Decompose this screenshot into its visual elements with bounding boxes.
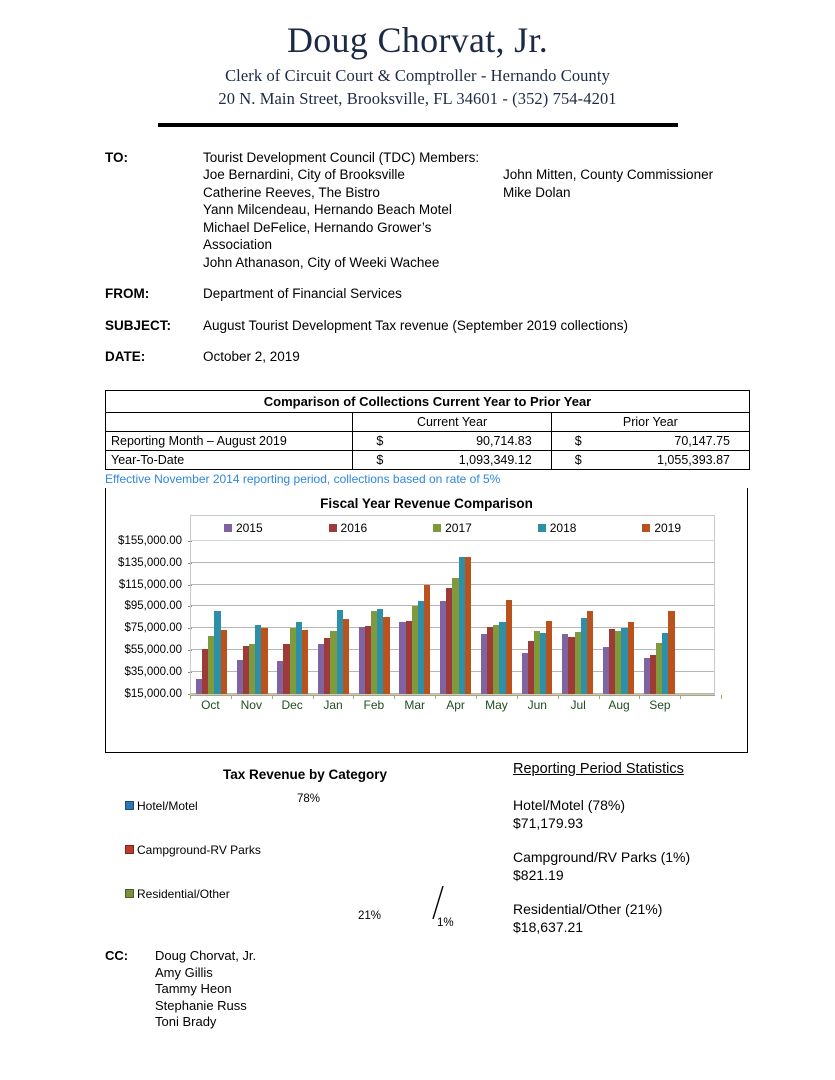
bar-2019-Feb xyxy=(383,617,389,694)
legend-label: 2017 xyxy=(445,520,472,535)
bar-2019-Aug xyxy=(628,622,634,694)
statistics-heading: Reporting Period Statistics xyxy=(513,761,684,777)
x-axis-tick-label: Mar xyxy=(404,697,426,712)
legend-swatch-icon xyxy=(538,524,546,532)
legend-label: 2016 xyxy=(340,520,368,535)
cc-name: Doug Chorvat, Jr. xyxy=(155,948,257,963)
legend-label: Residential/Other xyxy=(137,887,230,901)
x-axis-tick xyxy=(476,695,477,699)
x-axis-tick-label: Dec xyxy=(281,697,303,712)
comparison-table-wrapper xyxy=(105,390,750,470)
legend-item-residential-other xyxy=(125,887,285,902)
x-axis-spacer xyxy=(680,698,715,712)
bar-2019-Dec xyxy=(302,630,308,694)
x-axis-tick xyxy=(680,695,681,699)
bar-group-May xyxy=(476,541,517,694)
y-axis-tick-label: $15,000.00 xyxy=(124,687,182,700)
bar-group-Oct xyxy=(191,541,232,694)
bar-group-Jun xyxy=(517,541,558,694)
bar-2019-Nov xyxy=(261,628,267,694)
comparison-table xyxy=(105,390,750,470)
pie-leader-line-icon xyxy=(432,886,446,920)
pie-chart-legend xyxy=(125,799,285,931)
amount: 90,714.83 xyxy=(476,433,532,448)
legend-swatch-icon xyxy=(642,524,650,532)
x-axis-tick xyxy=(272,695,273,699)
legend-item-2016 xyxy=(329,521,368,535)
bar-2019-Jun xyxy=(546,621,552,694)
chart-plot-area xyxy=(190,515,715,695)
legend-item-campground-rv-parks xyxy=(125,843,285,858)
stat-residential-other xyxy=(513,900,813,936)
stat-label: Residential/Other (21%) xyxy=(513,901,663,917)
clerk-title: Clerk of Circuit Court & Comptroller - Hernando County xyxy=(225,65,610,85)
amount: 1,093,349.12 xyxy=(458,452,532,467)
to-recipients-left xyxy=(203,166,503,271)
currency-symbol: $ xyxy=(376,452,384,467)
x-axis-tick-label: Jun xyxy=(527,697,547,712)
comparison-table-title: Comparison of Collections Current Year to Prior Year xyxy=(106,390,750,412)
stat-amount: $71,179.93 xyxy=(513,815,584,831)
to-recipient: Mike Dolan xyxy=(503,184,571,200)
y-axis-tick-label: $55,000.00 xyxy=(124,644,182,657)
clerk-name: Doug Chorvat, Jr. xyxy=(286,20,549,60)
pie-slice-label-campground: 1% xyxy=(437,917,454,929)
table-row xyxy=(106,450,750,469)
legend-item-hotel-motel xyxy=(125,799,285,814)
date-label: DATE: xyxy=(105,349,146,365)
legend-label: Hotel/Motel xyxy=(137,799,198,813)
bar-group-Apr xyxy=(435,541,476,694)
x-axis-tick xyxy=(394,695,395,699)
memo-row-to xyxy=(105,149,835,272)
cc-names xyxy=(155,948,256,1031)
x-axis-tick-label: Jan xyxy=(323,697,343,712)
legend-item-2017 xyxy=(433,521,472,535)
x-axis-tick xyxy=(599,695,600,699)
bar-group-Aug xyxy=(598,541,639,694)
x-axis-tick-label: Aug xyxy=(608,697,630,712)
to-label: TO: xyxy=(105,149,128,165)
legend-swatch-icon xyxy=(125,845,134,854)
cell-prior-ytd xyxy=(551,450,749,469)
x-axis-tick-label: Sep xyxy=(649,697,671,712)
bar-2019-Mar xyxy=(424,585,430,694)
pie-slice-label-residential-other: 21% xyxy=(358,910,382,922)
legend-swatch-icon xyxy=(433,524,441,532)
cell-current-reporting-month xyxy=(353,431,551,450)
cell-current-ytd xyxy=(353,450,551,469)
bar-group-Jul xyxy=(557,541,598,694)
date-value: October 2, 2019 xyxy=(203,349,300,365)
cc-block xyxy=(105,948,256,1031)
bar-group-Dec xyxy=(272,541,313,694)
x-axis-tick xyxy=(639,695,640,699)
chart-x-axis-labels xyxy=(190,698,715,712)
column-header-blank xyxy=(106,412,353,431)
cell-prior-reporting-month xyxy=(551,431,749,450)
chart-title: Fiscal Year Revenue Comparison xyxy=(320,495,533,511)
legend-label: Campground-RV Parks xyxy=(137,843,261,857)
amount: 70,147.75 xyxy=(674,433,730,448)
legend-item-2018 xyxy=(538,521,577,535)
to-recipient: Catherine Reeves, The Bistro xyxy=(203,184,380,200)
y-axis-tick-label: $115,000.00 xyxy=(118,578,182,591)
bar-2019-Jan xyxy=(343,619,349,693)
currency-symbol: $ xyxy=(376,433,384,448)
bar-2019-Jul xyxy=(587,611,593,694)
table-title-row xyxy=(106,390,750,412)
cc-name: Tammy Heon xyxy=(155,981,232,996)
bar-group-Mar xyxy=(395,541,436,694)
column-header-prior-year: Prior Year xyxy=(551,412,749,431)
legend-swatch-icon xyxy=(224,524,232,532)
stat-hotel-motel xyxy=(513,796,813,832)
y-axis-tick-label: $35,000.00 xyxy=(124,665,182,678)
x-axis-tick-label: Apr xyxy=(446,697,465,712)
to-recipient: John Mitten, County Commissioner xyxy=(503,167,714,183)
x-axis-tick-label: Nov xyxy=(240,697,262,712)
stat-amount: $821.19 xyxy=(513,867,564,883)
to-recipients xyxy=(203,166,835,271)
y-axis-tick-label: $75,000.00 xyxy=(124,622,182,635)
fiscal-year-chart-panel xyxy=(105,488,748,753)
y-axis-tick-label: $95,000.00 xyxy=(124,600,182,613)
legend-label: 2018 xyxy=(549,520,577,535)
to-heading: Tourist Development Council (TDC) Members: xyxy=(203,149,480,165)
bar-2019-May xyxy=(506,600,512,693)
to-recipient: Michael DeFelice, Hernando Grower’s Association xyxy=(203,219,432,253)
x-axis-tick xyxy=(231,695,232,699)
to-recipients-right xyxy=(503,166,835,271)
bar-2019-Apr xyxy=(465,557,471,694)
chart-y-axis xyxy=(106,515,188,700)
reporting-period-statistics xyxy=(513,760,813,952)
cc-label: CC: xyxy=(105,948,129,963)
y-axis-tick-label: $135,000.00 xyxy=(118,556,182,569)
row-label-year-to-date: Year-To-Date xyxy=(106,450,353,469)
to-recipient: John Athanason, City of Weeki Wachee xyxy=(203,254,440,270)
bar-2019-Sep xyxy=(668,611,674,694)
legend-swatch-icon xyxy=(125,801,134,810)
to-recipient: Joe Bernardini, City of Brooksville xyxy=(203,167,405,183)
chart-legend xyxy=(191,516,714,541)
legend-item-2019 xyxy=(642,521,681,535)
legend-label: 2015 xyxy=(235,520,263,535)
legend-item-2015 xyxy=(224,521,263,535)
subject-label: SUBJECT: xyxy=(105,317,172,333)
chart-x-axis-line xyxy=(190,695,715,696)
stat-campground-rv-parks xyxy=(513,848,813,884)
x-axis-tick xyxy=(313,695,314,699)
table-footnote: Effective November 2014 reporting period, collections based on rate of 5% xyxy=(105,471,501,486)
subject-value: August Tourist Development Tax revenue (September 2019 collections) xyxy=(203,317,628,333)
bar-group-Jan xyxy=(313,541,354,694)
x-axis-tick-label: May xyxy=(485,697,508,712)
x-axis-tick xyxy=(558,695,559,699)
y-axis-tick-label: $155,000.00 xyxy=(118,534,182,547)
bar-group-empty xyxy=(679,541,714,694)
cc-name: Toni Brady xyxy=(155,1014,217,1029)
currency-symbol: $ xyxy=(574,452,582,467)
amount: 1,055,393.87 xyxy=(657,452,730,467)
memo-block xyxy=(0,149,835,366)
legend-swatch-icon xyxy=(329,524,337,532)
row-label-reporting-month: Reporting Month – August 2019 xyxy=(106,431,353,450)
x-axis-tick xyxy=(190,695,191,699)
stat-amount: $18,637.21 xyxy=(513,919,584,935)
bar-group-Feb xyxy=(354,541,395,694)
x-axis-tick-label: Feb xyxy=(363,697,385,712)
lower-section xyxy=(0,755,835,955)
memo-row-date xyxy=(105,348,835,366)
table-row xyxy=(106,431,750,450)
memo-row-from xyxy=(105,285,835,303)
to-recipient: Yann Milcendeau, Hernando Beach Motel xyxy=(203,202,452,218)
chart-bars xyxy=(191,541,714,694)
pie-slice-label-hotel-motel: 78% xyxy=(297,793,321,805)
legend-label: 2019 xyxy=(654,520,682,535)
x-axis-tick xyxy=(435,695,436,699)
letterhead xyxy=(0,0,835,127)
x-axis-tick-label: Oct xyxy=(201,697,220,712)
x-axis-tick xyxy=(353,695,354,699)
spacer xyxy=(105,334,835,348)
bar-group-Sep xyxy=(639,541,680,694)
from-value: Department of Financial Services xyxy=(203,286,402,302)
stat-label: Hotel/Motel (78%) xyxy=(513,797,626,813)
cc-name: Stephanie Russ xyxy=(155,997,247,1013)
column-header-current-year: Current Year xyxy=(353,412,551,431)
cc-name: Amy Gillis xyxy=(155,964,213,980)
x-axis-tick xyxy=(517,695,518,699)
spacer xyxy=(105,271,835,285)
spacer xyxy=(105,303,835,317)
bar-group-Nov xyxy=(232,541,273,694)
stat-label: Campground/RV Parks (1%) xyxy=(513,849,691,865)
legend-swatch-icon xyxy=(125,889,134,898)
x-axis-tick-label: Jul xyxy=(570,697,586,712)
table-header-row xyxy=(106,412,750,431)
currency-symbol: $ xyxy=(574,433,582,448)
pie-chart-title: Tax Revenue by Category xyxy=(222,767,388,782)
header-divider xyxy=(158,123,678,127)
from-label: FROM: xyxy=(105,286,150,302)
clerk-address: 20 N. Main Street, Brooksville, FL 34601 - (352) 754-4201 xyxy=(218,88,617,108)
memo-row-subject xyxy=(105,317,835,335)
bar-2019-Oct xyxy=(221,630,227,693)
x-axis-tick xyxy=(721,695,722,699)
